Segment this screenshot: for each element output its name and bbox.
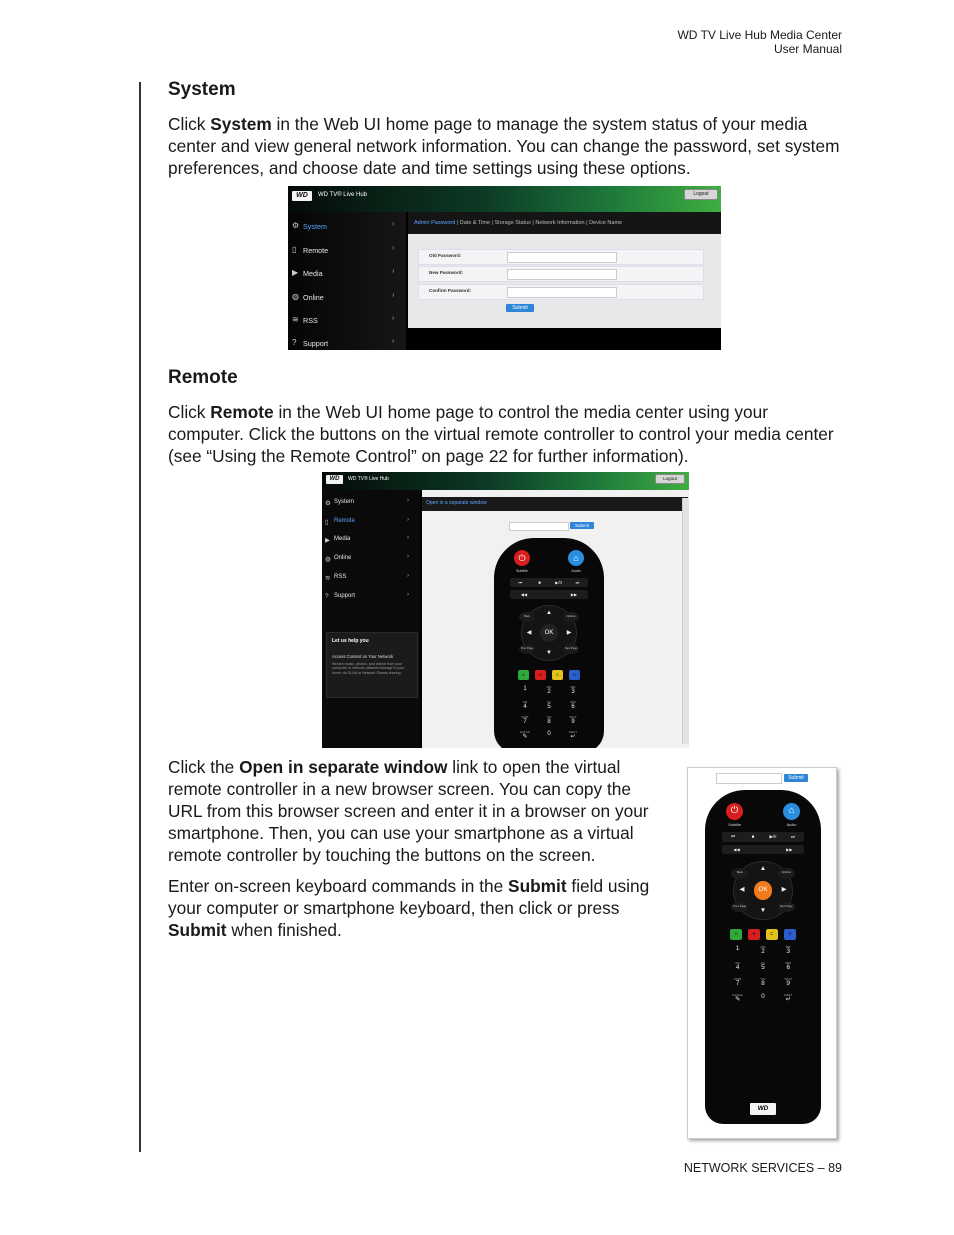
logout-button[interactable]: Logout <box>684 189 718 200</box>
globe-icon: ◍ <box>325 556 331 563</box>
brand-name: WD TV® Live Hub <box>348 476 389 482</box>
previous-button[interactable]: ⏮ <box>518 580 523 585</box>
text-run: in the Web UI home page to manage the system status of your media center and view general network information. You can change the password, set system preferences, and choose date and time settings using these options. <box>168 114 840 178</box>
sidebar-item-support[interactable] <box>322 588 420 606</box>
sidebar-label: System <box>334 499 355 505</box>
sidebar-label: Support <box>334 593 356 599</box>
sidebar-label: Media <box>334 536 351 542</box>
text-run: in the Web UI home page to control the media center using your computer. Click the buttons on the virtual remote controller to control your media center (see “Using the Remote Control” on page 22 for further information). <box>168 402 834 466</box>
key-letters: WXYZ <box>569 716 577 719</box>
number-key[interactable] <box>564 716 582 728</box>
bold-term: Remote <box>210 402 274 422</box>
sidebar-item-media[interactable] <box>288 263 406 285</box>
open-separate-window-link[interactable]: Open in a separate window <box>426 500 487 506</box>
help-panel <box>326 632 418 698</box>
margin-rule <box>139 82 141 1152</box>
prev-page-button[interactable]: Prev Page <box>731 902 748 913</box>
key-letters: MNO <box>785 961 792 965</box>
field-label: Confirm Password: <box>429 288 472 293</box>
key-letters: TUV <box>546 716 552 719</box>
number-key[interactable] <box>516 686 534 698</box>
webui-topbar <box>322 472 689 490</box>
wd-logo: WD <box>750 1103 775 1115</box>
number-key[interactable] <box>540 731 558 743</box>
prev-page-button[interactable]: Prev Page <box>519 644 535 654</box>
gear-icon: ⚙ <box>292 221 300 230</box>
wd-logo: WD <box>292 191 312 201</box>
number-key[interactable] <box>728 946 747 959</box>
subtitle-button[interactable]: Subtitle <box>516 569 528 573</box>
number-key[interactable] <box>564 686 582 698</box>
confirm-password-row <box>418 284 704 300</box>
next-button[interactable]: ⏭ <box>575 580 580 585</box>
wd-logo: WD <box>326 475 343 484</box>
number-key[interactable] <box>564 701 582 713</box>
chevron-right-icon: › <box>392 268 395 275</box>
key-digit: 6 <box>786 964 791 972</box>
remote-heading: Remote <box>168 367 238 388</box>
gear-icon: ⚙ <box>325 500 331 507</box>
key-digit: 7 <box>735 979 740 987</box>
submit-button[interactable]: Submit <box>784 774 808 782</box>
text-run: link to open the virtual remote controller in a new browser screen. You can copy the URL from this browser screen and enter it in a browser on your smartphone. Then, you can use your smartphone as a virtual remote controller by touching the buttons on the screen. <box>168 757 649 865</box>
help-subtitle: Access Content on Your Network <box>332 654 394 659</box>
ok-button[interactable]: OK <box>540 624 558 642</box>
text-run: when finished. <box>226 920 342 940</box>
chevron-right-icon: › <box>407 592 409 598</box>
next-button[interactable]: ⏭ <box>791 834 796 840</box>
audio-button[interactable]: Audio <box>571 569 581 573</box>
tab-admin-password[interactable]: Admin Password <box>414 220 456 226</box>
key-digit: 8 <box>547 719 551 725</box>
color-d-button[interactable]: D <box>569 670 580 680</box>
tab-list[interactable]: | Date & Time | Storage Status | Network Information | Device Name <box>455 220 623 226</box>
sidebar-label: RSS <box>303 316 318 325</box>
chevron-right-icon: › <box>392 315 395 322</box>
sidebar-label: Support <box>303 339 329 348</box>
key-digit: 5 <box>547 704 551 710</box>
home-button[interactable]: ⌂ <box>783 803 800 820</box>
color-a-button[interactable]: A <box>518 670 529 680</box>
key-letters: EJECT <box>569 731 577 734</box>
sidebar-label: Remote <box>334 518 356 524</box>
number-key[interactable] <box>754 962 773 975</box>
color-b-button[interactable]: B <box>535 670 546 680</box>
rss-icon: ≋ <box>292 315 299 324</box>
sidebar-item-system[interactable] <box>288 216 406 238</box>
chevron-right-icon: › <box>407 535 409 541</box>
chevron-right-icon: › <box>407 573 409 579</box>
system-heading: System <box>168 79 236 100</box>
sidebar-item-remote[interactable] <box>322 513 420 531</box>
play-pause-button[interactable]: ▶/II <box>769 834 777 840</box>
globe-icon: ◍ <box>292 292 299 301</box>
submit-input[interactable] <box>509 522 569 531</box>
remote-icon: ▯ <box>292 245 297 254</box>
back-button[interactable]: Back <box>731 868 748 879</box>
subtitle-button[interactable]: Subtitle <box>728 822 741 827</box>
logout-button[interactable]: Logout <box>655 474 685 484</box>
chevron-right-icon: › <box>407 554 409 560</box>
key-letters: WXYZ <box>784 977 792 981</box>
old-password-field[interactable] <box>507 252 617 263</box>
power-button[interactable]: ⏻ <box>514 550 530 566</box>
key-digit: 7 <box>523 719 527 725</box>
key-letters: JKL <box>760 961 766 965</box>
number-key[interactable] <box>728 962 747 975</box>
help-body: Stream music, photos, and videos from your computer or network attached storage to your home via DLNA or Network Shares sharing. <box>332 662 405 675</box>
number-key[interactable] <box>779 962 798 975</box>
system-tabs <box>408 212 721 234</box>
rss-icon: ≋ <box>325 575 331 582</box>
sidebar-item-rss[interactable] <box>322 569 420 587</box>
key-digit: 8 <box>761 979 765 987</box>
submit-button[interactable]: Submit <box>506 304 534 312</box>
number-key[interactable] <box>516 716 534 728</box>
submit-paragraph <box>168 875 668 941</box>
left-arrow-icon[interactable]: ◀ <box>739 885 745 893</box>
key-digit: 6 <box>571 704 575 710</box>
password-panel <box>408 234 721 328</box>
next-page-button[interactable]: Next Page <box>778 902 795 913</box>
header-manual: User Manual <box>773 42 842 56</box>
submit-button[interactable]: Submit <box>570 522 594 529</box>
help-icon: ? <box>325 593 329 600</box>
key-digit: ↵ <box>785 995 791 1003</box>
key-digit: 3 <box>571 689 575 695</box>
chevron-right-icon: › <box>407 517 409 523</box>
key-digit: 2 <box>547 689 551 695</box>
sidebar-item-online[interactable] <box>288 287 406 309</box>
play-icon: ▶ <box>292 268 299 277</box>
power-button[interactable]: ⏻ <box>726 803 743 820</box>
rewind-button[interactable]: ◀◀ <box>520 592 528 597</box>
open-window-bar <box>422 497 688 511</box>
scrollbar[interactable] <box>682 498 689 744</box>
ok-button[interactable]: OK <box>754 881 773 900</box>
field-label: Old Password: <box>429 253 462 258</box>
color-d-button[interactable]: D <box>784 929 796 940</box>
sidebar-item-media[interactable] <box>322 531 420 549</box>
home-button[interactable]: ⌂ <box>568 550 584 566</box>
sidebar-item-rss[interactable] <box>288 310 406 332</box>
text-run: Click the <box>168 757 240 777</box>
key-letters: MNO <box>570 701 576 704</box>
number-key[interactable] <box>564 731 582 743</box>
number-key[interactable] <box>728 994 747 1007</box>
webui-sidebar <box>322 490 420 748</box>
color-b-button[interactable]: B <box>748 929 760 940</box>
number-key[interactable] <box>516 701 534 713</box>
open-window-paragraph <box>168 756 668 866</box>
key-digit: 0 <box>547 731 551 737</box>
chevron-right-icon: › <box>392 221 395 228</box>
webui-topbar <box>288 186 721 212</box>
number-key[interactable] <box>754 978 773 991</box>
key-letters: DEF <box>785 946 791 950</box>
sidebar-label: Online <box>303 293 324 302</box>
stop-button[interactable]: ■ <box>751 834 755 840</box>
bold-term: Submit <box>168 920 227 940</box>
key-digit: 3 <box>786 948 791 956</box>
key-digit: 0 <box>761 992 765 1000</box>
chevron-right-icon: › <box>392 245 395 252</box>
key-letters: JKL <box>546 701 552 704</box>
key-digit: 2 <box>761 948 765 956</box>
key-digit: 5 <box>761 964 765 972</box>
key-digit: 9 <box>786 979 791 987</box>
remote-paragraph <box>168 401 848 467</box>
key-letters: Del/Clear <box>520 731 530 734</box>
number-key[interactable] <box>728 978 747 991</box>
sidebar-item-online[interactable] <box>322 550 420 568</box>
text-run: field using your computer or smartphone keyboard, then click or press <box>168 876 650 918</box>
right-arrow-icon[interactable]: ▶ <box>781 885 787 893</box>
remote-main-panel <box>422 490 689 748</box>
key-digit: 4 <box>735 964 740 972</box>
text-run: Click <box>168 114 211 134</box>
page-footer: NETWORK SERVICES – 89 <box>683 1161 842 1175</box>
down-arrow-icon[interactable]: ▼ <box>546 650 552 656</box>
header-product: WD TV Live Hub Media Center <box>677 28 842 42</box>
key-letters: Del/Clear <box>732 993 743 997</box>
chevron-right-icon: › <box>407 498 409 504</box>
key-digit: ↵ <box>570 734 576 740</box>
sidebar-label: Remote <box>303 246 329 255</box>
number-key[interactable] <box>540 686 558 698</box>
color-a-button[interactable]: A <box>730 929 742 940</box>
sidebar-item-support[interactable] <box>288 333 406 350</box>
options-button[interactable]: Options <box>778 868 795 879</box>
key-letters: ABC <box>760 946 766 950</box>
key-letters: EJECT <box>784 993 793 997</box>
virtual-remote <box>705 790 821 1124</box>
text-run: Click <box>168 402 211 422</box>
bold-term: System <box>210 114 272 134</box>
sidebar-label: System <box>303 222 327 231</box>
sidebar-label: Media <box>303 269 323 278</box>
right-arrow-icon[interactable]: ▶ <box>566 630 572 636</box>
back-button[interactable]: Back <box>519 612 535 622</box>
number-key[interactable] <box>779 994 798 1007</box>
webui-sidebar <box>288 212 406 350</box>
key-letters: TUV <box>760 977 766 981</box>
left-arrow-icon[interactable]: ◀ <box>526 630 532 636</box>
key-letters: GHI <box>735 961 740 965</box>
key-letters: GHI <box>522 701 528 704</box>
key-digit: 1 <box>523 686 527 692</box>
audio-button[interactable]: Audio <box>786 822 797 827</box>
sidebar-item-remote[interactable] <box>288 240 406 262</box>
system-screenshot <box>288 186 721 350</box>
key-letters: PQRS <box>521 716 529 719</box>
key-digit: ✎ <box>522 734 528 740</box>
key-letters: PQRS <box>734 977 742 981</box>
key-digit: 4 <box>523 704 527 710</box>
options-button[interactable]: Options <box>563 612 579 622</box>
play-icon: ▶ <box>325 537 330 544</box>
fast-forward-button[interactable]: ▶▶ <box>786 846 793 852</box>
down-arrow-icon[interactable]: ▼ <box>759 907 767 914</box>
bold-term: Open in separate window <box>239 757 448 777</box>
key-letters: DEF <box>570 686 576 689</box>
chevron-right-icon: › <box>392 292 395 299</box>
sidebar-label: Online <box>334 555 352 561</box>
number-key[interactable] <box>754 994 773 1007</box>
confirm-password-field[interactable] <box>507 287 617 298</box>
next-page-button[interactable]: Next Page <box>563 644 579 654</box>
page-header <box>677 28 842 56</box>
play-pause-button[interactable]: ▶/II <box>555 580 562 585</box>
number-key[interactable] <box>540 716 558 728</box>
key-digit: 9 <box>571 719 575 725</box>
fast-forward-button[interactable]: ▶▶ <box>570 592 578 597</box>
old-password-row <box>418 249 704 265</box>
stop-button[interactable]: ■ <box>538 580 541 585</box>
brand-name: WD TV® Live Hub <box>318 192 367 198</box>
bold-term: Submit <box>508 876 567 896</box>
sidebar-item-system[interactable] <box>322 494 420 512</box>
chevron-right-icon: › <box>392 338 395 345</box>
sidebar-label: RSS <box>334 574 347 580</box>
key-digit: 1 <box>735 945 740 953</box>
system-paragraph <box>168 113 848 179</box>
help-icon: ? <box>292 338 297 347</box>
field-label: New Password: <box>429 270 463 275</box>
color-c-button[interactable]: C <box>552 670 563 680</box>
rewind-button[interactable]: ◀◀ <box>733 846 740 852</box>
number-key[interactable] <box>779 946 798 959</box>
color-c-button[interactable]: C <box>766 929 778 940</box>
number-key[interactable] <box>779 978 798 991</box>
remote-screenshot <box>322 472 689 748</box>
new-password-row <box>418 266 704 282</box>
remote-window-screenshot <box>687 767 837 1139</box>
virtual-remote <box>494 538 604 748</box>
text-run: Enter on-screen keyboard commands in the <box>168 876 509 896</box>
submit-input[interactable] <box>716 773 782 784</box>
number-key[interactable] <box>516 731 534 743</box>
previous-button[interactable]: ⏮ <box>730 834 735 840</box>
key-letters: ABC <box>546 686 552 689</box>
number-key[interactable] <box>540 701 558 713</box>
new-password-field[interactable] <box>507 269 617 280</box>
up-arrow-icon[interactable]: ▲ <box>759 864 767 872</box>
key-digit: ✎ <box>735 995 741 1003</box>
up-arrow-icon[interactable]: ▲ <box>546 610 552 616</box>
remote-icon: ▯ <box>325 519 329 526</box>
help-title: Let us help you <box>332 638 369 644</box>
number-key[interactable] <box>754 946 773 959</box>
